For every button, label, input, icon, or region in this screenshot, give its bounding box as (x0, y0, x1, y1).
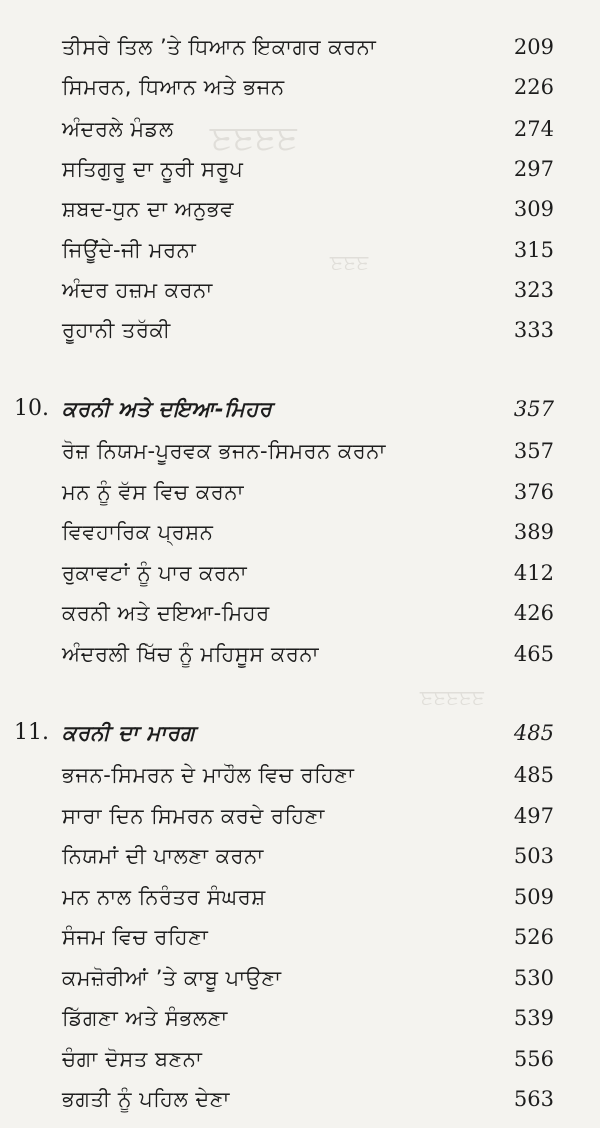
toc-entry-page: 274 (513, 117, 554, 141)
chapter-heading[interactable] (0, 390, 600, 430)
toc-entry[interactable] (0, 594, 600, 634)
toc-entry-title: ਮਨ ਨੂੰ ਵੱਸ ਵਿਚ ਕਰਨਾ (62, 480, 244, 504)
toc-entry[interactable] (0, 432, 600, 472)
toc-entry-title: ਵਿਵਹਾਰਿਕ ਪ੍ਰਸ਼ਨ (62, 520, 214, 544)
chapter-number: 11. (14, 720, 49, 745)
toc-entry[interactable] (0, 918, 600, 958)
toc-entry-page: 357 (513, 439, 554, 463)
toc-entry[interactable] (0, 959, 600, 999)
show-through-text: ਤਤਤਤ (210, 118, 298, 158)
toc-entry-page: 465 (513, 642, 554, 666)
toc-entry-title: ਸਿਮਰਨ, ਧਿਆਨ ਅਤੇ ਭਜਨ (62, 75, 285, 99)
toc-entry[interactable] (0, 513, 600, 553)
toc-entry-page: 526 (513, 925, 554, 949)
toc-entry-title: ਰੂਹਾਨੀ ਤਰੱਕੀ (62, 318, 171, 342)
toc-entry[interactable] (0, 1040, 600, 1080)
toc-entry[interactable] (0, 28, 600, 68)
toc-entry[interactable] (0, 311, 600, 351)
toc-entry-page: 503 (513, 844, 554, 868)
toc-entry[interactable] (0, 190, 600, 230)
chapter-title: ਕਰਨੀ ਦਾ ਮਾਰਗ (62, 721, 196, 745)
toc-entry-page: 412 (513, 561, 554, 585)
toc-entry-page: 530 (513, 966, 554, 990)
toc-entry-page: 556 (513, 1047, 554, 1071)
toc-entry-title: ਮਨ ਨਾਲ ਨਿਰੰਤਰ ਸੰਘਰਸ਼ (62, 885, 266, 909)
chapter-number: 10. (14, 396, 49, 421)
toc-entry-title: ਰੋਜ਼ ਨਿਯਮ-ਪੂਰਵਕ ਭਜਨ-ਸਿਮਰਨ ਕਰਨਾ (62, 439, 386, 463)
toc-entry-title: ਸੰਜਮ ਵਿਚ ਰਹਿਣਾ (62, 925, 209, 949)
show-through-text: ਤਤਤ (330, 250, 369, 274)
toc-entry[interactable] (0, 473, 600, 513)
toc-entry[interactable] (0, 150, 600, 190)
toc-entry-title: ਡਿੱਗਣਾ ਅਤੇ ਸੰਭਲਣਾ (62, 1006, 228, 1030)
toc-entry-page: 315 (513, 238, 554, 262)
chapter-heading[interactable] (0, 714, 600, 754)
toc-entry-title: ਚੰਗਾ ਦੋਸਤ ਬਣਨਾ (62, 1047, 203, 1071)
toc-entry-page: 485 (513, 763, 554, 787)
toc-entry[interactable] (0, 999, 600, 1039)
toc-entry-title: ਭਗਤੀ ਨੂੰ ਪਹਿਲ ਦੇਣਾ (62, 1087, 230, 1111)
toc-entry[interactable] (0, 756, 600, 796)
toc-entry[interactable] (0, 110, 600, 150)
toc-entry-title: ਅੰਦਰਲੀ ਖਿੱਚ ਨੂੰ ਮਹਿਸੂਸ ਕਰਨਾ (62, 642, 319, 666)
toc-entry-title: ਕਮਜ਼ੋਰੀਆਂ ’ਤੇ ਕਾਬੂ ਪਾਉਣਾ (62, 966, 282, 990)
toc-entry-title: ਅੰਦਰਲੇ ਮੰਡਲ (62, 117, 174, 141)
toc-entry-title: ਸਤਿਗੁਰੂ ਦਾ ਨੂਰੀ ਸਰੂਪ (62, 157, 244, 181)
toc-entry-page: 333 (513, 318, 554, 342)
toc-entry-page: 563 (513, 1087, 554, 1111)
toc-entry-page: 323 (513, 278, 554, 302)
toc-entry-title: ਜਿਊਂਦੇ-ਜੀ ਮਰਨਾ (62, 238, 197, 262)
toc-entry-page: 497 (513, 804, 554, 828)
toc-entry-title: ਰੁਕਾਵਟਾਂ ਨੂੰ ਪਾਰ ਕਰਨਾ (62, 561, 248, 585)
toc-entry-page: 376 (513, 480, 554, 504)
toc-entry[interactable] (0, 1080, 600, 1120)
toc-entry-title: ਤੀਸਰੇ ਤਿਲ ’ਤੇ ਧਿਆਨ ਇਕਾਗਰ ਕਰਨਾ (62, 35, 377, 59)
toc-entry-page: 539 (513, 1006, 554, 1030)
chapter-title: ਕਰਨੀ ਅਤੇ ਦਇਆ-ਮਿਹਰ (62, 397, 273, 421)
toc-entry-title: ਅੰਦਰ ਹਜ਼ਮ ਕਰਨਾ (62, 278, 213, 302)
toc-entry-page: 209 (513, 35, 554, 59)
toc-entry-title: ਭਜਨ-ਸਿਮਰਨ ਦੇ ਮਾਹੌਲ ਵਿਚ ਰਹਿਣਾ (62, 763, 355, 787)
toc-entry-title: ਸਾਰਾ ਦਿਨ ਸਿਮਰਨ ਕਰਦੇ ਰਹਿਣਾ (62, 804, 325, 828)
toc-entry-page: 509 (513, 885, 554, 909)
toc-entry-page: 426 (513, 601, 554, 625)
show-through-text: ਤਤਤਤਤ (420, 685, 484, 709)
toc-entry-page: 309 (513, 197, 554, 221)
toc-entry-page: 226 (513, 75, 554, 99)
toc-entry[interactable] (0, 554, 600, 594)
chapter-page: 357 (513, 397, 554, 421)
toc-entry[interactable] (0, 271, 600, 311)
chapter-page: 485 (513, 721, 554, 745)
toc-entry[interactable] (0, 68, 600, 108)
toc-entry[interactable] (0, 837, 600, 877)
toc-entry-title: ਨਿਯਮਾਂ ਦੀ ਪਾਲਣਾ ਕਰਨਾ (62, 844, 264, 868)
toc-entry[interactable] (0, 878, 600, 918)
toc-entry[interactable] (0, 797, 600, 837)
toc-entry[interactable] (0, 635, 600, 675)
toc-entry[interactable] (0, 231, 600, 271)
toc-entry-title: ਕਰਨੀ ਅਤੇ ਦਇਆ-ਮਿਹਰ (62, 601, 270, 625)
toc-entry-page: 389 (513, 520, 554, 544)
toc-entry-title: ਸ਼ਬਦ-ਧੁਨ ਦਾ ਅਨੁਭਵ (62, 197, 234, 221)
toc-entry-page: 297 (513, 157, 554, 181)
